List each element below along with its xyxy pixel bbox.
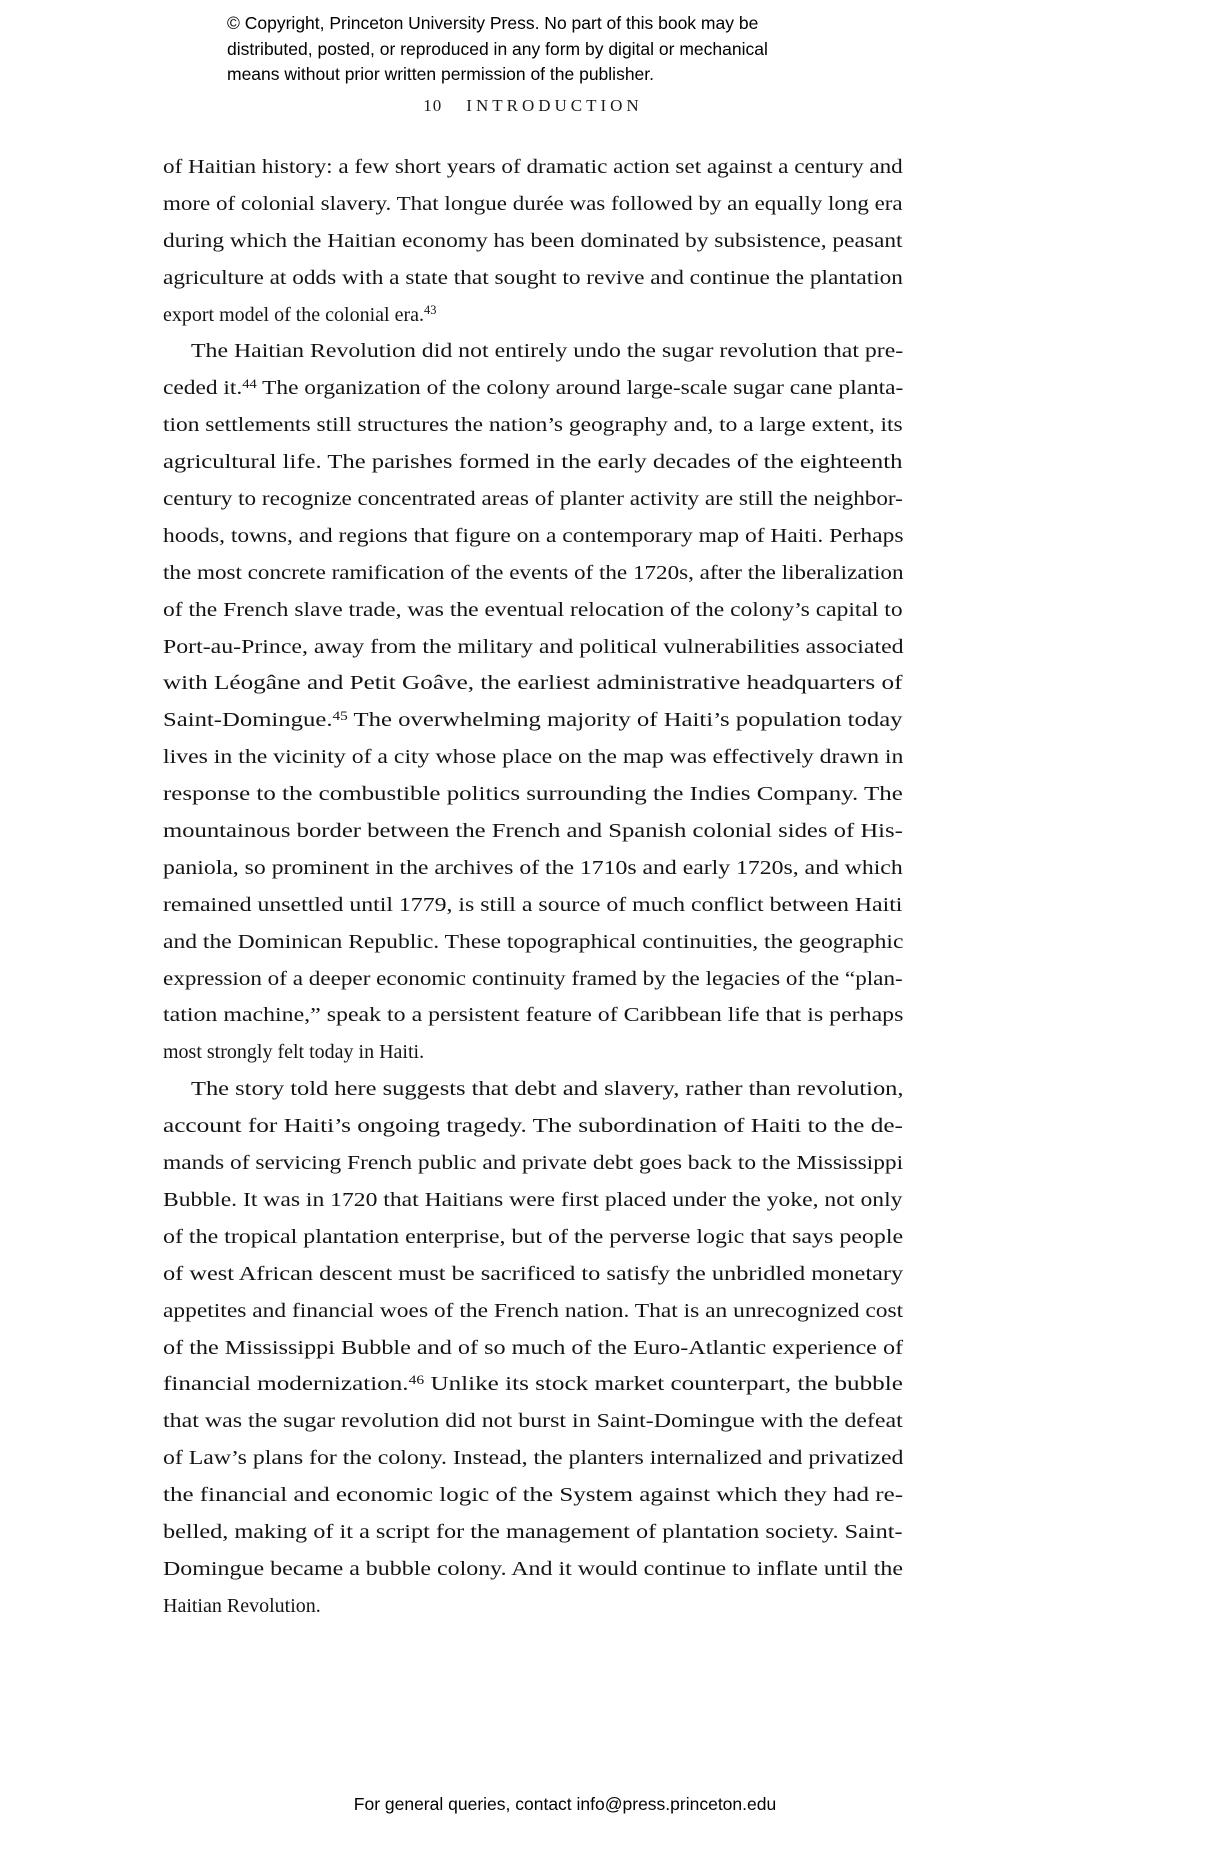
running-head (163, 96, 903, 116)
text-line: belled, making of it a script for the management of plantation society. Saint- (163, 1520, 903, 1543)
text-line: expression of a deeper economic continuity framed by the legacies of the “plan- (163, 967, 903, 990)
page-number: 10 (423, 96, 443, 115)
text-line: that was the sugar revolution did not burst in Saint-Domingue with the defeat (163, 1410, 903, 1433)
text-line: of west African descent must be sacrificed to satisfy the unbridled monetary (163, 1262, 904, 1285)
text-line: financial modernization.$^{46}$ Unlike its stock market counterpart, the bubble (163, 1372, 903, 1396)
text-line: most strongly felt today in Haiti. (163, 1041, 425, 1064)
text-line: of the Mississippi Bubble and of so much of the Euro-Atlantic experience of (163, 1336, 904, 1359)
text-line: tion settlements still structures the nation’s geography and, to a large extent, its (163, 414, 903, 437)
text-line: tation machine,” speak to a persistent feature of Caribbean life that is perhaps (163, 1004, 904, 1027)
footnote-reference: 44 (242, 376, 257, 391)
section-title: INTRODUCTION (466, 96, 643, 115)
text-line: mands of servicing French public and private debt goes back to the Mississippi (163, 1152, 904, 1175)
copyright-line: distributed, posted, or reproduced in any form by digital or mechanical (227, 38, 768, 59)
text-line: and the Dominican Republic. These topographical continuities, the geographic (163, 930, 904, 953)
text-line: agriculture at odds with a state that sought to revive and continue the plantation (163, 266, 903, 289)
paragraph (163, 333, 903, 1071)
text-line: more of colonial slavery. That longue durée was followed by an equally long era (163, 192, 903, 215)
footnote-reference: 45 (332, 708, 348, 723)
footer-contact: For general queries, contact info@press.princeton.edu (353, 1794, 777, 1814)
text-line: export model of the colonial era.$^{43}$ (163, 302, 437, 326)
text-line: Bubble. It was in 1720 that Haitians were first placed under the yoke, not only (163, 1188, 903, 1211)
paragraph (163, 149, 903, 333)
text-line: of Law’s plans for the colony. Instead, the planters internalized and privatized (163, 1447, 904, 1470)
text-line: lives in the vicinity of a city whose place on the map was effectively drawn in (163, 746, 904, 769)
text-line: appetites and financial woes of the French nation. That is an unrecognized cost (163, 1299, 904, 1322)
text-line: account for Haiti’s ongoing tragedy. The subordination of Haiti to the de- (163, 1115, 903, 1138)
text-line: response to the combustible politics surrounding the Indies Company. The (163, 783, 903, 806)
body-text (163, 149, 903, 1625)
text-line: The Haitian Revolution did not entirely undo the sugar revolution that pre- (191, 340, 904, 363)
text-line: of the French slave trade, was the eventual relocation of the colony’s capital to (163, 598, 903, 621)
text-line: Haitian Revolution. (163, 1594, 321, 1617)
text-line: remained unsettled until 1779, is still a source of much conflict between Haiti (163, 893, 903, 916)
text-line: agricultural life. The parishes formed in the early decades of the eighteenth (163, 451, 903, 474)
text-line: of Haitian history: a few short years of dramatic action set against a century and (163, 156, 903, 178)
text-line: Port-au-Prince, away from the military and political vulnerabilities associated (163, 635, 904, 658)
footnote-reference: 46 (408, 1372, 425, 1387)
text-line: mountainous border between the French and Spanish colonial sides of His- (163, 820, 903, 843)
footnote-reference: 43 (424, 302, 437, 317)
text-line: the financial and economic logic of the System against which they had re- (163, 1484, 904, 1507)
copyright-line: means without prior written permission of the publisher. (227, 64, 655, 84)
text-line: during which the Haitian economy has been dominated by subsistence, peasant (163, 229, 903, 252)
text-line: with Léogâne and Petit Goâve, the earliest administrative headquarters of (163, 672, 903, 695)
copyright-line: © Copyright, Princeton University Press. No part of this book may be (227, 13, 759, 33)
text-line: paniola, so prominent in the archives of the 1710s and early 1720s, and which (163, 856, 903, 879)
text-line: the most concrete ramification of the events of the 1720s, after the liberalization (163, 561, 904, 584)
copyright-notice (227, 11, 768, 88)
text-line: century to recognize concentrated areas of planter activity are still the neighbor- (163, 488, 903, 511)
text-line: hoods, towns, and regions that figure on a contemporary map of Haiti. Perhaps (163, 524, 904, 547)
text-line: Domingue became a bubble colony. And it would continue to inflate until the (163, 1557, 904, 1580)
text-line: ceded it.$^{44}$ The organization of the colony around large-scale sugar cane planta- (163, 376, 904, 400)
paragraph (163, 1071, 903, 1624)
text-line: of the tropical plantation enterprise, but of the perverse logic that says people (163, 1225, 904, 1248)
text-line: The story told here suggests that debt and slavery, rather than revolution, (191, 1078, 904, 1101)
text-line: Saint-Domingue.$^{45}$ The overwhelming majority of Haiti’s population today (163, 708, 903, 732)
